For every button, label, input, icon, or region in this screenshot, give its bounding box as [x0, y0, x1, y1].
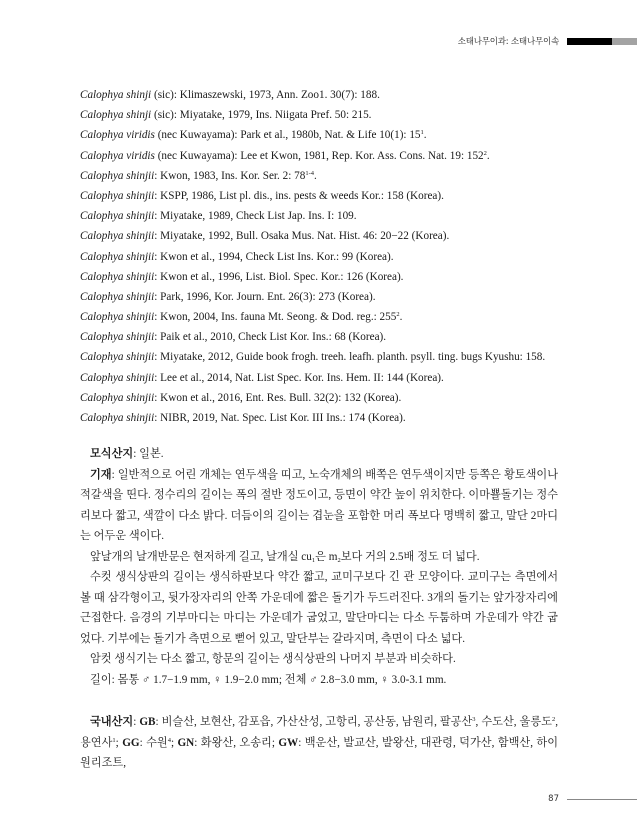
running-header: [458, 36, 637, 46]
synonym-entry: Calophya viridis (nec Kuwayama): Park et al., 1980b, Nat. & Life 10(1): $15^1$.: [80, 129, 427, 142]
description-paragraph-3: 수컷 생식상판의 길이는 생식하판보다 약간 짧고, 교미구보다 긴 관 모양이다. 교미구는 측면에서 볼 때 삼각형이고, 뒷가장자리의 안쪽 가운데에 짧은 돌기가 두드러진다. 3개의 돌기는 앞가장자리에 근접한다. 음경의 기부마디는 마디는 가운데가 굽었고, 말단마디는 다소 두툼하며 가운데가 약간 굽었다. 기부에는 돌기가 측면으로 뻗어 있고, 말단부는 갈라지며, 측면이 다소 넓다.: [80, 571, 558, 645]
synonym-entry: Calophya shinjii: Kwon et al., 2016, Ent. Res. Bull. 32(2): 132 (Korea).: [80, 391, 402, 404]
synonym-entry: Calophya viridis (nec Kuwayama): Lee et Kwon, 1981, Rep. Kor. Ass. Cons. Nat. 19: $152^2$.: [80, 149, 490, 162]
synonym-entry: Calophya shinjii: Kwon et al., 1996, List. Biol. Spec. Kor.: 126 (Korea).: [80, 270, 404, 283]
description-label: 기재: [90, 468, 112, 481]
synonym-entry: Calophya shinji (sic): Miyatake, 1979, Ins. Niigata Pref. 50: 215.: [80, 109, 372, 122]
description-paragraph-2: 앞날개의 날개반문은 현저하게 길고, 날개실 $cu_1$은 $m_2$보다 거의 2.5배 정도 더 넓다.: [90, 550, 480, 564]
species-description: [80, 444, 558, 690]
type-locality: 모식산지: 일본.: [90, 448, 164, 460]
description-paragraph-4: 암컷 생식기는 다소 짧고, 항문의 길이는 생식상판의 나머지 부분과 비슷하다.: [90, 653, 456, 665]
synonym-entry: Calophya shinjii: KSPP, 1986, List pl. dis., ins. pests & weeds Kor.: 158 (Korea).: [80, 189, 444, 202]
page-number: 87: [548, 794, 559, 804]
header-bar-light: [612, 38, 637, 45]
description-paragraph-1: 기재: 일반적으로 어린 개체는 연두색을 띠고, 노숙개체의 배쪽은 연두색이지만 등쪽은 황토색이나 적갈색을 띤다. 정수리의 길이는 폭의 절반 정도이고, 등면이 약간 높이 위치한다. 이마뾸돌기는 정수리보다 짧고, 색깔이 다소 밝다. 더듬이의 길이는 겹눈을 포함한 머리 폭보다 명백히 짧고, 말단 2마디는 어두운 색이다.: [80, 468, 558, 542]
synonym-entry: Calophya shinjii: Kwon, 2004, Ins. fauna Mt. Seong. & Dod. reg.: $255^2$.: [80, 311, 403, 324]
running-title: 소태나무이과: 소태나무이속: [457, 37, 559, 47]
distribution-label: 국내산지: [90, 716, 134, 728]
synonym-entry: Calophya shinjii: Paik et al., 2010, Check List Kor. Ins.: 68 (Korea).: [80, 331, 387, 344]
synonym-entry: Calophya shinjii: Kwon, 1983, Ins. Kor. Ser. 2: 78$^{1-4}$.: [80, 169, 317, 182]
korean-distribution: 국내산지: GB: 비슬산, 보현산, 감포읍, 가산산성, 고항리, 공산동, 남원리, 팔공산$^3$, 수도산, 울릉도$^2$, 용연사$^1$; GG: 수원$^4$; GN: 화왕산, 오송리; GW: 백운산, 발교산, 발왕산, 대관령, 덕가산, 함백산, 하이원리조트,: [80, 716, 559, 769]
synonym-entry: Calophya shinjii: NIBR, 2019, Nat. Spec. List Kor. III Ins.: 174 (Korea).: [80, 412, 406, 424]
synonym-entry: Calophya shinji (sic): Klimaszewski, 1973, Ann. Zoo1. 30(7): 188.: [80, 89, 380, 101]
synonym-entry: Calophya shinjii: Lee et al., 2014, Nat. List Spec. Kor. Ins. Hem. II: 144 (Korea).: [80, 371, 444, 384]
type-locality-label: 모식산지: [90, 448, 134, 460]
header-bar-dark: [567, 38, 612, 45]
page-footer: [548, 794, 637, 804]
synonym-entry: Calophya shinjii: Miyatake, 1989, Check List Jap. Ins. I: 109.: [80, 210, 357, 223]
synonym-entry: Calophya shinjii: Miyatake, 1992, Bull. Osaka Mus. Nat. Hist. 46: 20−22 (Korea).: [80, 230, 450, 243]
synonym-entry: Calophya shinjii: Kwon et al., 1994, Check List Ins. Kor.: 99 (Korea).: [80, 250, 394, 263]
synonym-entry: Calophya shinjii: Park, 1996, Kor. Journ. Ent. 26(3): 273 (Korea).: [80, 290, 376, 303]
synonym-list: [80, 85, 620, 428]
body-length: 길이: 몸통 ♂ 1.7−1.9 mm, ♀ 1.9−2.0 mm; 전체 ♂ 2.8−3.0 mm, ♀ 3.0-3.1 mm.: [90, 673, 447, 686]
synonym-entry: Calophya shinjii: Miyatake, 2012, Guide book frogh. treeh. leafh. planth. psyll. ting. bugs Kyushu: 158.: [80, 351, 546, 364]
footer-rule: [567, 799, 637, 800]
